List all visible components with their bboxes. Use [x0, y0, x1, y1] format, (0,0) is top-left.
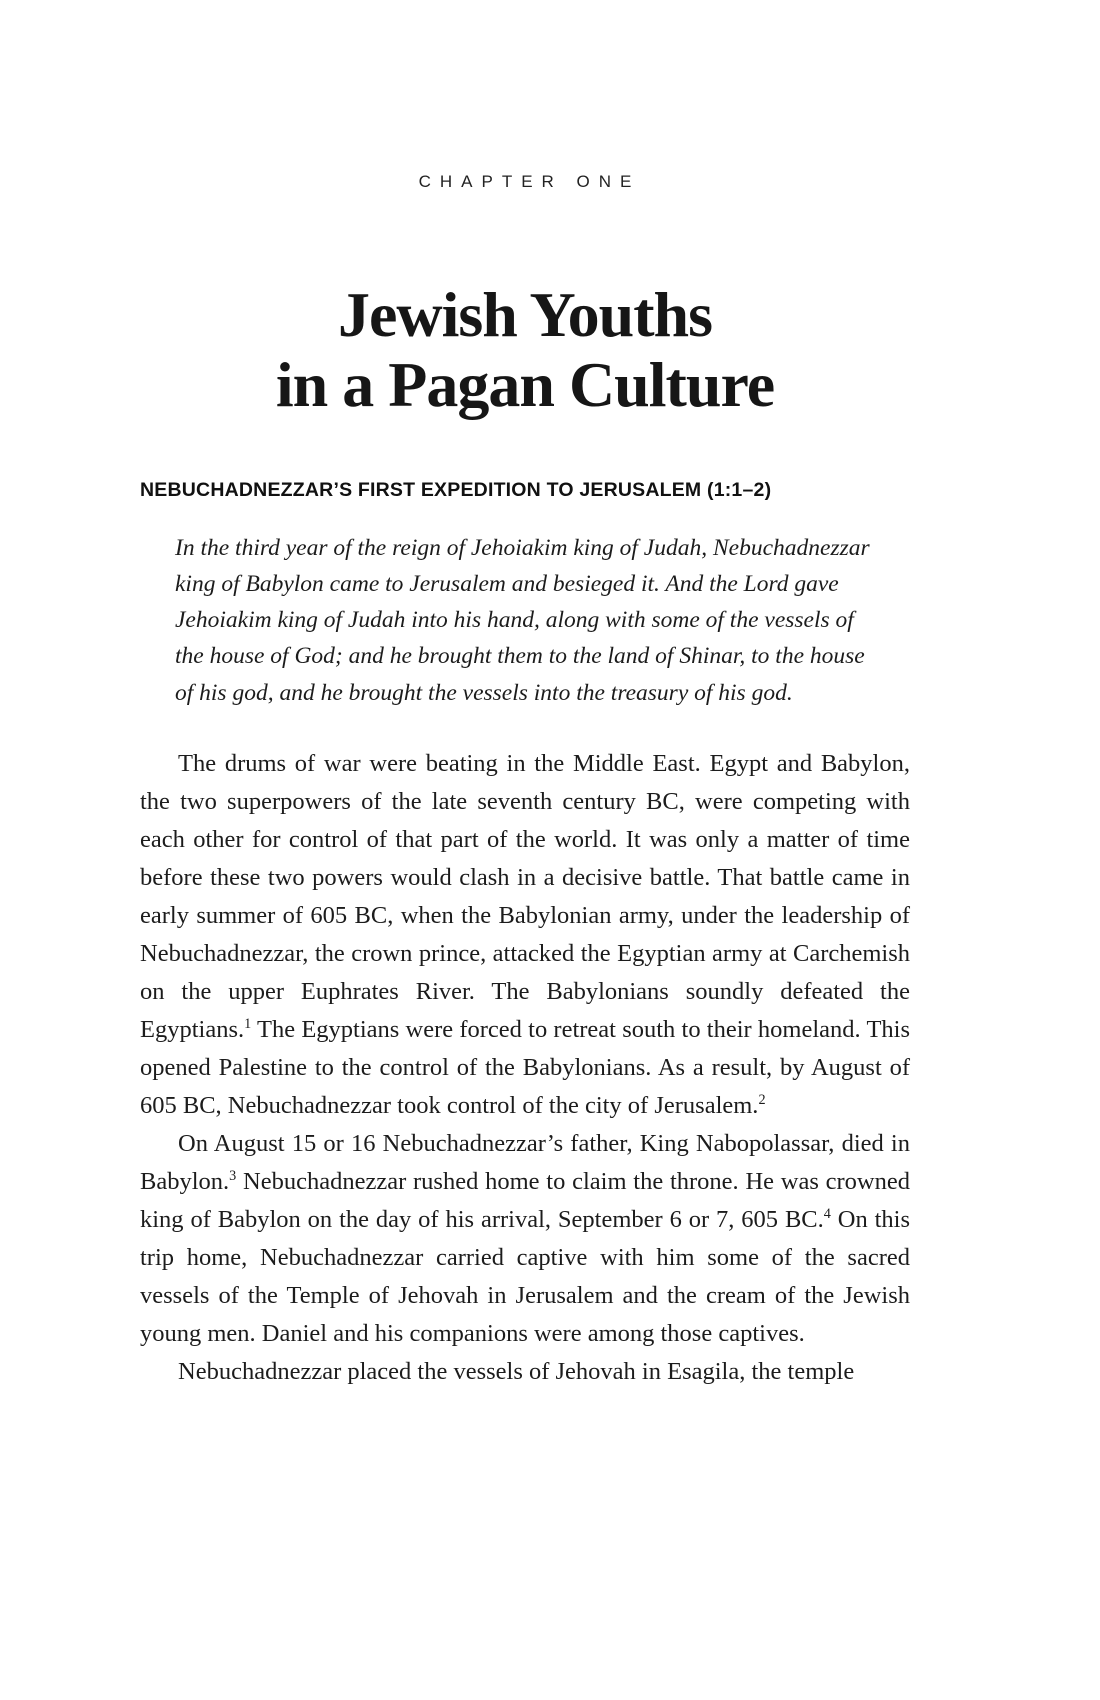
chapter-title-line2: in a Pagan Culture	[275, 349, 775, 421]
chapter-title	[140, 280, 910, 421]
footnote-ref-3: 3	[229, 1167, 237, 1184]
body-text	[140, 745, 910, 1391]
body-paragraph	[140, 745, 910, 1125]
paragraph-text: Nebuchadnezzar placed the vessels of Jehovah in Esagila, the temple	[178, 1357, 855, 1385]
body-paragraph	[140, 1125, 910, 1353]
paragraph-text: The Egyptians were forced to retreat south to their homeland. This opened Palestine to the control of the Babylonians. As a result, by August of 605 BC, Nebuchadnezzar took control of the city of Jerusalem.	[140, 1015, 910, 1119]
section-heading: NEBUCHADNEZZAR’S FIRST EXPEDITION TO JERUSALEM (1:1–2)	[140, 478, 772, 501]
paragraph-text: Nebuchadnezzar rushed home to claim the throne. He was crowned king of Babylon on the day of his arrival, September 6 or 7, 605 BC.	[140, 1167, 910, 1233]
epigraph-quote: In the third year of the reign of Jehoiakim king of Judah, Nebuchadnezzar king of Babylon came to Jerusalem and besieged it. And the Lord gave Jehoiakim king of Judah into his hand, along with some of the vessels of the house of God; and he brought them to the land of Shinar, to the house of his god, and he brought the vessels into the treasury of his god.	[175, 534, 870, 706]
paragraph-text: On August 15 or 16 Nebuchadnezzar’s father, King Nabopolassar, died in Babylon.	[140, 1129, 910, 1195]
footnote-ref-1: 1	[244, 1015, 252, 1032]
footnote-ref-4: 4	[823, 1205, 831, 1222]
paragraph-text: On this trip home, Nebuchadnezzar carried captive with him some of the sacred vessels of the Temple of Jehovah in Jerusalem and the cream of the Jewish young men. Daniel and his companions were among those captives.	[140, 1205, 910, 1347]
chapter-title-line1: Jewish Youths	[337, 279, 713, 350]
body-paragraph	[140, 1353, 910, 1391]
footnote-ref-2: 2	[758, 1091, 766, 1108]
paragraph-text: The drums of war were beating in the Middle East. Egypt and Babylon, the two superpowers of the late seventh century BC, were competing with each other for control of that part of the world. It was only a matter of time before these two powers would clash in a decisive battle. That battle came in early summer of 605 BC, when the Babylonian army, under the leadership of Nebuchadnezzar, the crown prince, attacked the Egyptian army at Carchemish on the upper Euphrates River. The Babylonians soundly defeated the Egyptians.	[140, 749, 910, 1043]
chapter-label: CHAPTER ONE	[418, 172, 641, 191]
